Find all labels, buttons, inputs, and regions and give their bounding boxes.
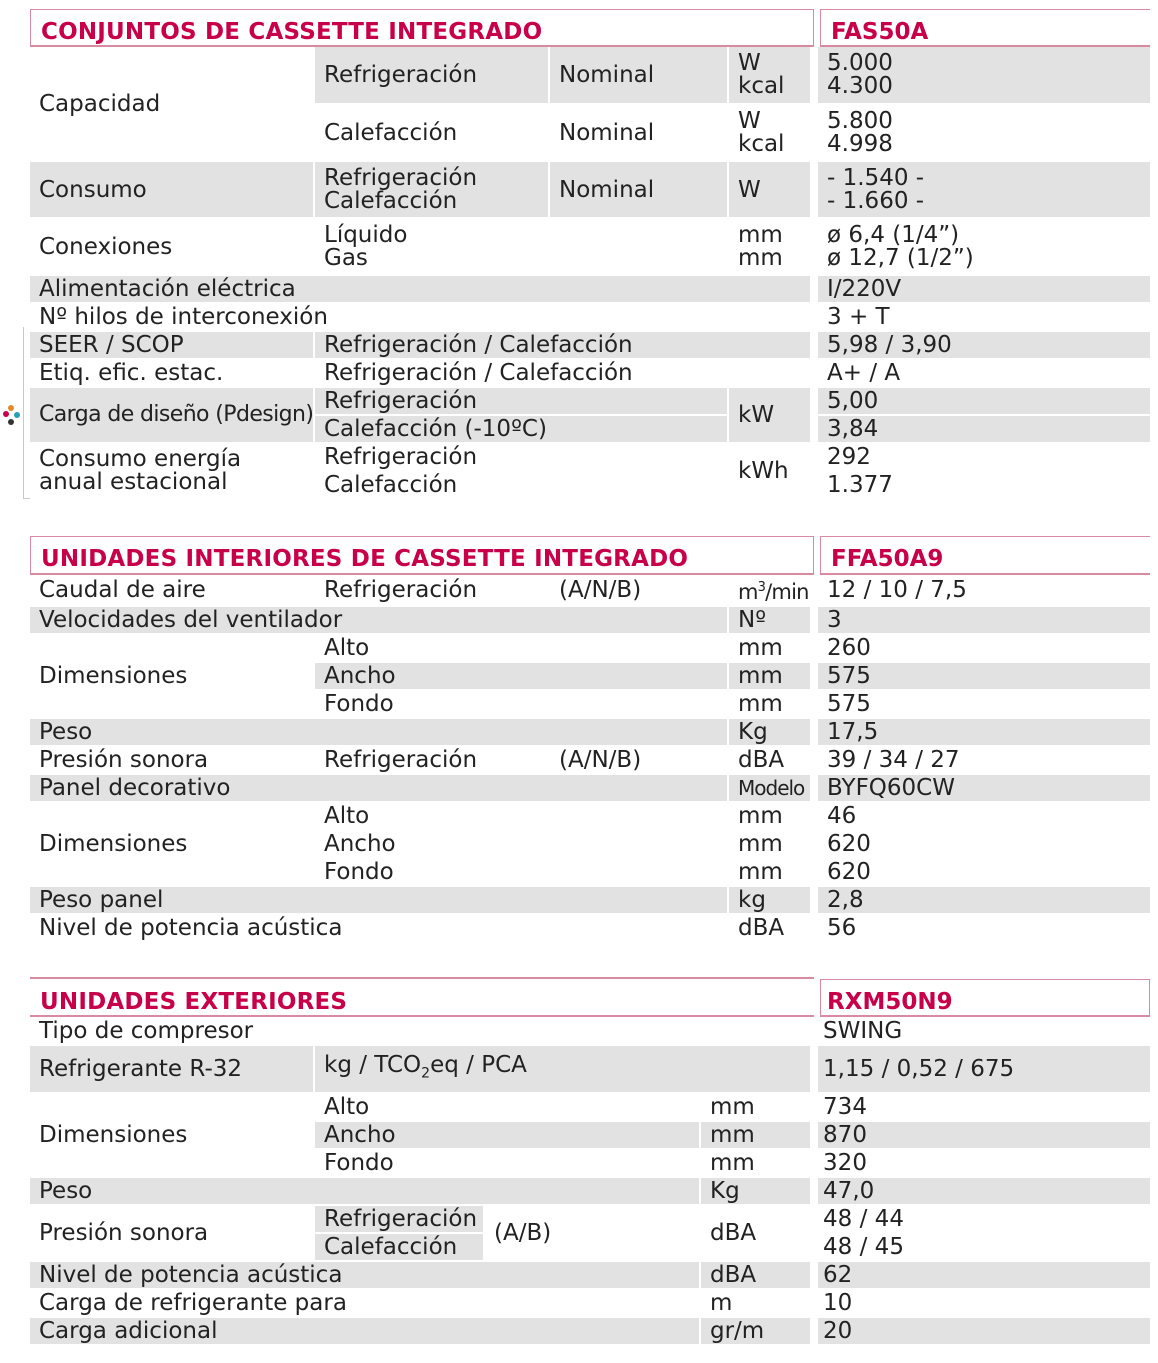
- ext-nivel-unit: dBA: [700, 1261, 814, 1289]
- ext-dimensiones-label: Dimensiones: [30, 1093, 314, 1177]
- ext-presion-ref-value: 48 / 44: [814, 1205, 1150, 1233]
- conexiones-units: mm mm: [728, 218, 814, 275]
- ext-fondo-label: Fondo: [314, 1149, 700, 1177]
- ext-presion-cal-value: 48 / 45: [814, 1233, 1150, 1261]
- consumo-energia-label: Consumo energía anual estacional: [30, 443, 314, 499]
- section1-table: [30, 47, 1150, 500]
- etiq-mode: Refrigeración / Calefacción: [314, 359, 814, 387]
- pdim-fondo-unit: mm: [728, 858, 814, 886]
- section3-title: UNIDADES EXTERIORES: [40, 989, 348, 1015]
- section3-model-box: [820, 979, 1150, 1017]
- presion-mode: Refrigeración: [314, 746, 549, 774]
- cap-cal-values: 5.800 4.998: [814, 104, 1150, 161]
- caudal-value: 12 / 10 / 7,5: [814, 575, 1150, 606]
- presion-label: Presión sonora: [30, 746, 314, 774]
- caudal-mode: Refrigeración: [314, 575, 549, 606]
- peso-panel-label: Peso panel: [30, 886, 728, 914]
- peso-value: 17,5: [814, 718, 1150, 746]
- panel-unit: Modelo: [728, 774, 814, 802]
- peso-label: Peso: [30, 718, 728, 746]
- ext-presion-unit: dBA: [700, 1205, 814, 1261]
- ext-peso-value: 47,0: [814, 1177, 1150, 1205]
- color-dots-icon: [2, 402, 22, 428]
- peso-panel-value: 2,8: [814, 886, 1150, 914]
- pdim-ancho-unit: mm: [728, 830, 814, 858]
- ce-cal-value: 1.377: [814, 471, 1150, 499]
- consumo-unit: W: [728, 161, 814, 218]
- section2-title: UNIDADES INTERIORES DE CASSETTE INTEGRADO: [41, 546, 689, 572]
- ext-nivel-value: 62: [814, 1261, 1150, 1289]
- nivel-value: 56: [814, 914, 1150, 942]
- presion-value: 39 / 34 / 27: [814, 746, 1150, 774]
- consumo-modes: Refrigeración Calefacción: [314, 161, 549, 218]
- dim-alto-value: 260: [814, 634, 1150, 662]
- ext-nivel-label: Nivel de potencia acústica: [30, 1261, 700, 1289]
- ext-ancho-unit: mm: [700, 1121, 814, 1149]
- refrigerante-label: Refrigerante R-32: [30, 1045, 314, 1093]
- carga-adic-label: Carga adicional: [30, 1317, 700, 1345]
- carga-unit: kW: [728, 387, 814, 443]
- panel-dimensiones-label: Dimensiones: [30, 802, 314, 886]
- frame-line: [23, 327, 24, 499]
- ext-ancho-label: Ancho: [314, 1121, 700, 1149]
- dim-ancho-label: Ancho: [314, 662, 728, 690]
- conexiones-values: ø 6,4 (1/4”) ø 12,7 (1/2”): [814, 218, 1150, 275]
- ext-presion-ref-label: Refrigeración: [314, 1205, 484, 1233]
- section3-table: [30, 1017, 1150, 1346]
- refrigerante-unit: kg / $TCO_2eq$ / PCA: [314, 1045, 814, 1093]
- pdim-alto-label: Alto: [314, 802, 728, 830]
- ce-cal-label: Calefacción: [314, 471, 728, 499]
- dimensiones-label: Dimensiones: [30, 634, 314, 718]
- cap-ref-units: W kcal: [728, 47, 814, 104]
- carga-cal-label: Calefacción (-10ºC): [314, 415, 728, 443]
- section2-model: FFA50A9: [831, 546, 944, 572]
- caudal-anb: (A/N/B): [549, 575, 728, 606]
- velocidades-value: 3: [814, 606, 1150, 634]
- dim-ancho-unit: mm: [728, 662, 814, 690]
- consumo-nominal: Nominal: [549, 161, 728, 218]
- conexiones-types: Líquido Gas: [314, 218, 728, 275]
- section3-header-box: [30, 979, 814, 1017]
- pdim-alto-unit: mm: [728, 802, 814, 830]
- pdim-alto-value: 46: [814, 802, 1150, 830]
- ce-unit: kWh: [728, 443, 814, 499]
- ext-alto-value: 734: [814, 1093, 1150, 1121]
- etiq-label: Etiq. efic. estac.: [30, 359, 314, 387]
- peso-panel-unit: kg: [728, 886, 814, 914]
- hilos-value: 3 + T: [814, 303, 1150, 331]
- refrigerante-value: 1,15 / 0,52 / 675: [814, 1045, 1150, 1093]
- section1-header-box: [30, 9, 814, 47]
- compresor-value: SWING: [814, 1017, 1150, 1045]
- cap-ref-values: 5.000 4.300: [814, 47, 1150, 104]
- ext-alto-label: Alto: [314, 1093, 700, 1121]
- carga-refr-value: 10: [814, 1289, 1150, 1317]
- carga-label: Carga de diseño (Pdesign): [30, 387, 314, 443]
- cap-ref-nominal: Nominal: [549, 47, 728, 104]
- section1-model-box: [820, 9, 1150, 47]
- seer-mode: Refrigeración / Calefacción: [314, 331, 814, 359]
- ext-fondo-unit: mm: [700, 1149, 814, 1177]
- carga-adic-value: 20: [814, 1317, 1150, 1345]
- dim-fondo-value: 575: [814, 690, 1150, 718]
- ext-ancho-value: 870: [814, 1121, 1150, 1149]
- pdim-ancho-label: Ancho: [314, 830, 728, 858]
- carga-ref-value: 5,00: [814, 387, 1150, 415]
- cap-cal-nominal: Nominal: [549, 104, 728, 161]
- ext-peso-label: Peso: [30, 1177, 700, 1205]
- section1-title: CONJUNTOS DE CASSETTE INTEGRADO: [41, 19, 543, 45]
- nivel-label: Nivel de potencia acústica: [30, 914, 728, 942]
- dim-alto-unit: mm: [728, 634, 814, 662]
- section1-model: FAS50A: [831, 19, 929, 45]
- dim-fondo-label: Fondo: [314, 690, 728, 718]
- section2-model-box: [820, 536, 1150, 574]
- compresor-label: Tipo de compresor: [30, 1017, 814, 1045]
- hilos-label: Nº hilos de interconexión: [30, 303, 814, 331]
- cap-cal-label: Calefacción: [314, 104, 549, 161]
- panel-value: BYFQ60CW: [814, 774, 1150, 802]
- section2-table: [30, 575, 1150, 943]
- velocidades-label: Velocidades del ventilador: [30, 606, 728, 634]
- caudal-unit: $m^3/\min$: [728, 575, 814, 606]
- etiq-value: A+ / A: [814, 359, 1150, 387]
- conexiones-label: Conexiones: [30, 218, 314, 275]
- cap-ref-label: Refrigeración: [314, 47, 549, 104]
- ce-ref-value: 292: [814, 443, 1150, 471]
- pdim-fondo-label: Fondo: [314, 858, 728, 886]
- ext-presion-cal-label: Calefacción: [314, 1233, 484, 1261]
- panel-label: Panel decorativo: [30, 774, 728, 802]
- carga-ref-label: Refrigeración: [314, 387, 728, 415]
- caudal-label: Caudal de aire: [30, 575, 314, 606]
- nivel-unit: dBA: [728, 914, 814, 942]
- ext-fondo-value: 320: [814, 1149, 1150, 1177]
- capacidad-label: Capacidad: [30, 47, 314, 161]
- ext-presion-label: Presión sonora: [30, 1205, 314, 1261]
- seer-value: 5,98 / 3,90: [814, 331, 1150, 359]
- ext-presion-ab: (A/B): [484, 1205, 700, 1261]
- ce-ref-label: Refrigeración: [314, 443, 728, 471]
- carga-adic-unit: gr/m: [700, 1317, 814, 1345]
- presion-unit: dBA: [728, 746, 814, 774]
- pdim-fondo-value: 620: [814, 858, 1150, 886]
- velocidades-unit: Nº: [728, 606, 814, 634]
- consumo-label: Consumo: [30, 161, 314, 218]
- carga-refr-unit: m: [700, 1289, 814, 1317]
- dim-fondo-unit: mm: [728, 690, 814, 718]
- section2-header-box: [30, 536, 814, 574]
- carga-cal-value: 3,84: [814, 415, 1150, 443]
- cap-cal-units: W kcal: [728, 104, 814, 161]
- ext-alto-unit: mm: [700, 1093, 814, 1121]
- peso-unit: Kg: [728, 718, 814, 746]
- ext-peso-unit: Kg: [700, 1177, 814, 1205]
- alimentacion-label: Alimentación eléctrica: [30, 275, 814, 303]
- dim-ancho-value: 575: [814, 662, 1150, 690]
- section3-model: RXM50N9: [827, 989, 953, 1015]
- presion-anb: (A/N/B): [549, 746, 728, 774]
- carga-refr-label: Carga de refrigerante para: [30, 1289, 700, 1317]
- alimentacion-value: I/220V: [814, 275, 1150, 303]
- pdim-ancho-value: 620: [814, 830, 1150, 858]
- dim-alto-label: Alto: [314, 634, 728, 662]
- seer-label: SEER / SCOP: [30, 331, 314, 359]
- consumo-values: - 1.540 - - 1.660 -: [814, 161, 1150, 218]
